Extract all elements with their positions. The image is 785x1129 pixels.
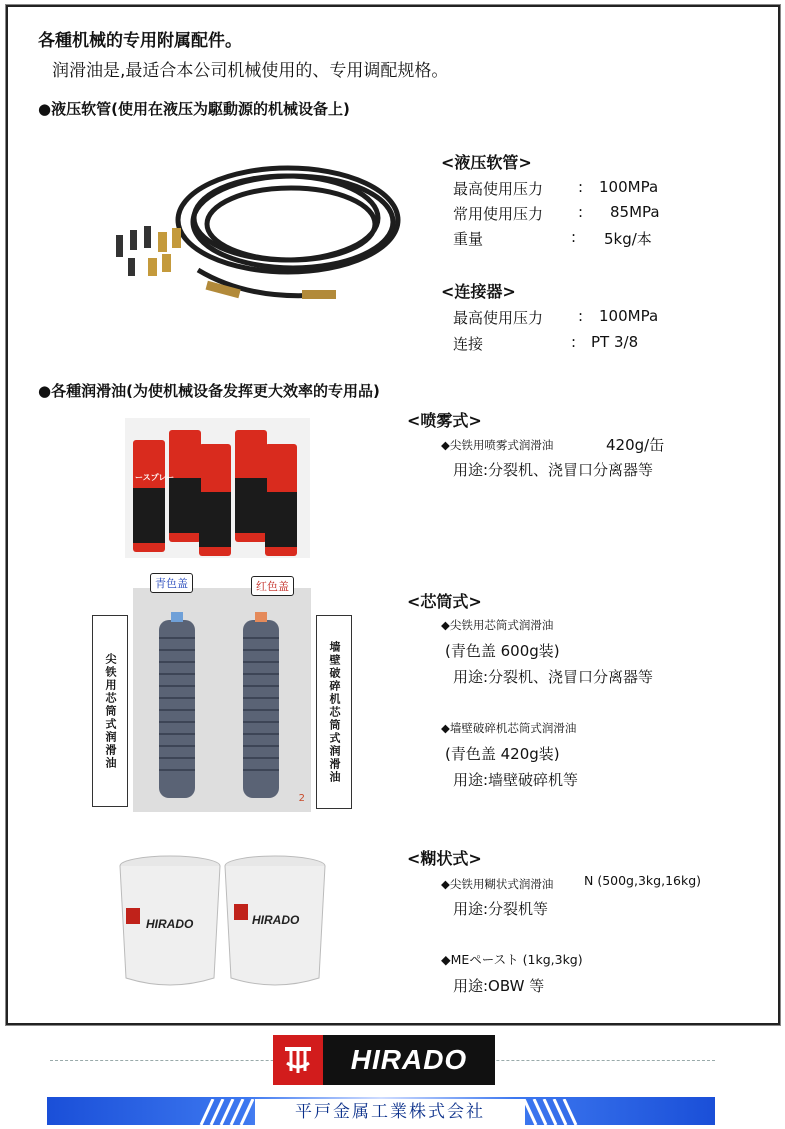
red-cap [255,612,267,622]
intro-line2: 润滑油是,最适合本公司机械使用的、专用调配规格。 [52,61,449,81]
hose-spec-value: 5kg/本 [604,230,652,248]
photo-number: 2 [298,793,305,804]
paste-item1: ◆尖铁用糊状式润滑油 [441,877,554,891]
hose-spec-label: 常用使用压力 [453,205,544,223]
spray-item: ◆尖铁用喷雾式润滑油 [441,438,554,452]
hose-spec-sep: : [578,203,584,221]
connector-spec-label: 连接 [453,335,484,353]
hydraulic-hose-photo [88,150,418,320]
hose-spec-value: 85MPa [610,203,660,221]
cartridge-item1: ◆尖铁用芯筒式润滑油 [441,618,554,632]
cartridge-item2-usage: 用途:墙壁破碎机等 [453,771,579,789]
connector-spec-sep: : [571,333,577,351]
right-stripes [522,1099,582,1125]
brand-wordmark: HIRADO [323,1035,495,1085]
cartridge-item1-usage: 用途:分裂机、浇冒口分离器等 [453,668,654,686]
blue-cap-label: 青色盖 [150,573,193,593]
hose-spec-value: 100MPa [599,178,659,196]
paste-item1-size: N (500g,3kg,16kg) [584,873,702,888]
paste-item2-usage: 用途:OBW 等 [453,977,545,995]
hose-spec-sep: : [571,228,577,246]
hirado-logo [273,1035,495,1085]
connector-title: <连接器> [441,282,516,301]
left-cartridge-label: 尖铁用芯筒式润滑油 [92,615,128,807]
hirado-mark-icon [273,1035,323,1085]
cartridge-photo [133,588,311,812]
hose-section-heading: ●液压软管(使用在液压为駆動源的机械设备上) [38,100,350,118]
paste-title: <糊状式> [407,849,482,868]
grease-buckets-photo [110,846,335,996]
company-name: 平戸金属工業株式会社 [255,1099,525,1125]
red-cap-label: 红色盖 [251,576,294,596]
connector-spec-value: PT 3/8 [591,333,639,351]
connector-spec-value: 100MPa [599,307,659,325]
cartridge-title: <芯筒式> [407,592,482,611]
hose-spec-label: 重量 [453,230,484,248]
spray-title: <喷雾式> [407,411,482,430]
right-cartridge-label: 墙壁破碎机芯筒式润滑油 [316,615,352,809]
hose-title: <液压软管> [441,153,532,172]
bucket-brand-right: HIRADO [252,913,300,927]
spray-usage: 用途:分裂机、浇冒口分离器等 [453,461,654,479]
blue-cap [171,612,183,622]
spray-amount: 420g/缶 [606,436,665,454]
cartridge-item1-pack: (青色盖 600g装) [445,642,560,660]
spray-can-label: ースプレー [135,473,175,482]
connector-spec-label: 最高使用压力 [453,309,544,327]
hose-spec-sep: : [578,178,584,196]
spray-cans-photo [125,418,310,558]
connector-spec-sep: : [578,307,584,325]
cartridge-item2-pack: (青色盖 420g装) [445,745,560,763]
bucket-brand-left: HIRADO [146,917,194,931]
intro-line1: 各種机械的专用附属配件。 [38,31,242,51]
paste-item2: ◆MEペースト (1kg,3kg) [441,952,583,967]
cartridge-item2: ◆墙壁破碎机芯筒式润滑油 [441,721,577,735]
hose-spec-label: 最高使用压力 [453,180,544,198]
lube-section-heading: ●各種润滑油(为使机械设备发挥更大效率的专用品) [38,382,380,400]
paste-item1-usage: 用途:分裂机等 [453,900,549,918]
left-stripes [195,1099,255,1125]
